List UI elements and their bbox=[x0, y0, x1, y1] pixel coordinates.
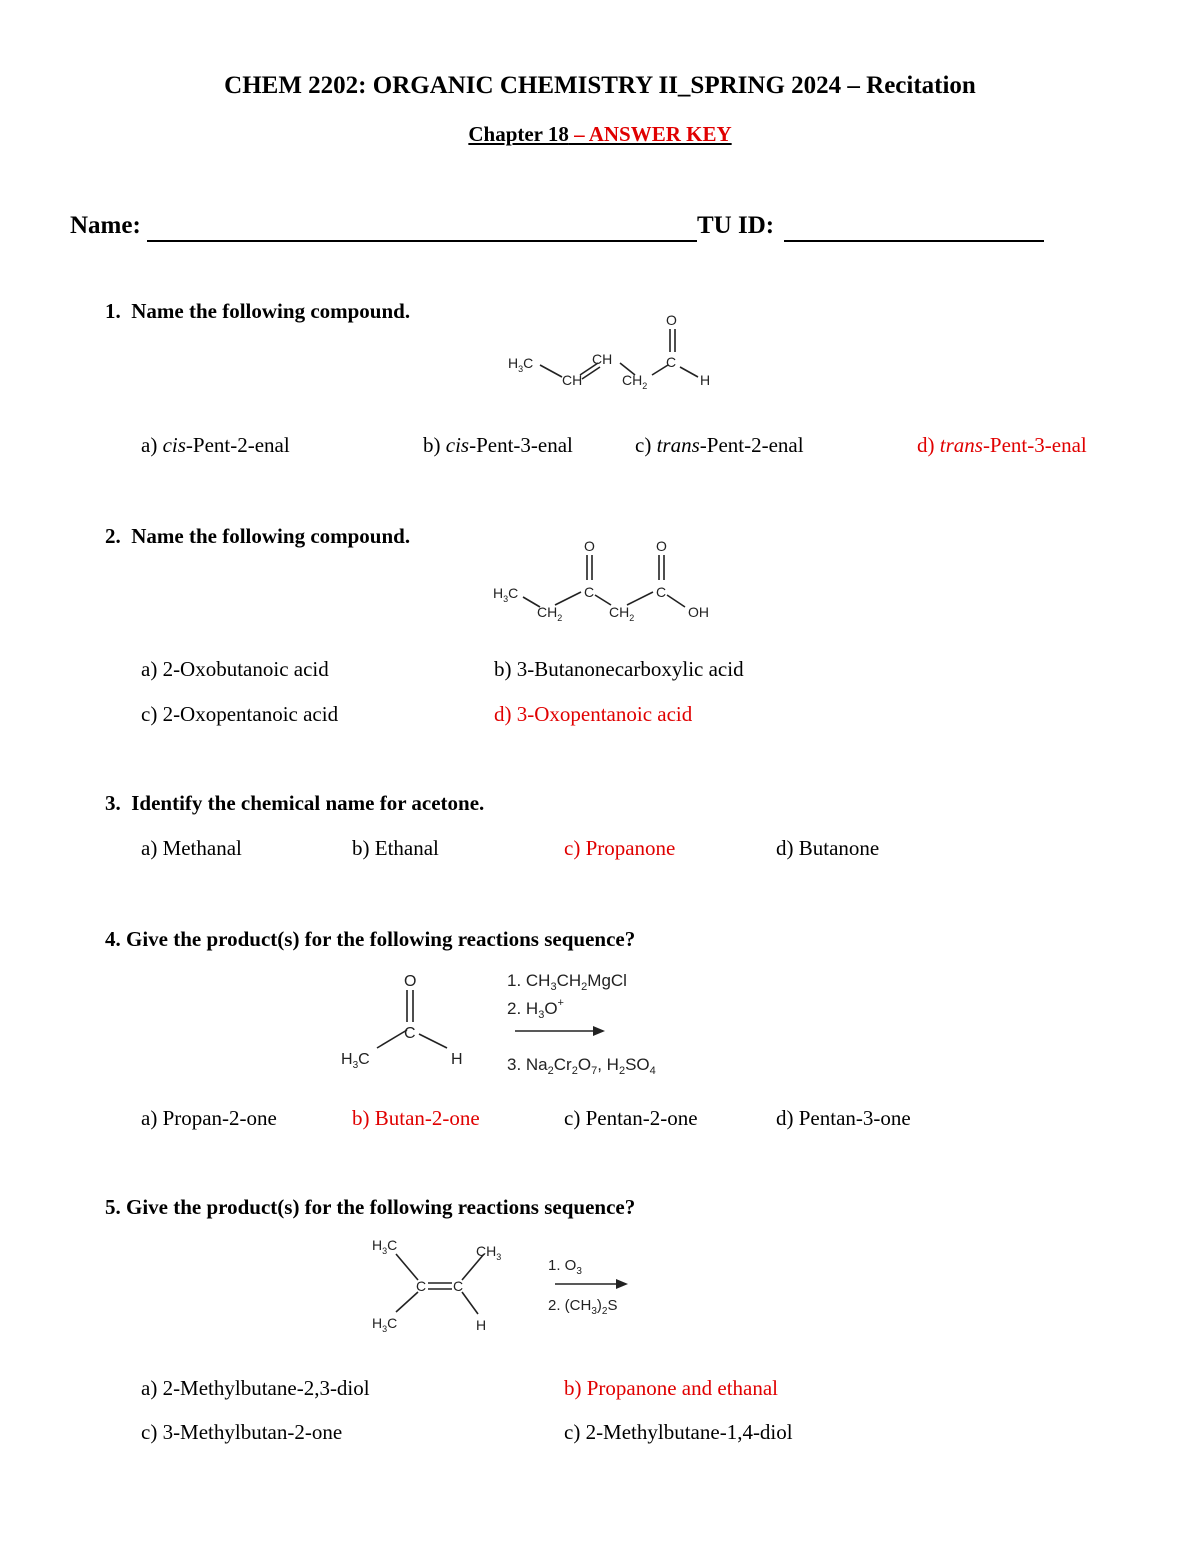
q3-option-c-correct: c) Propanone bbox=[564, 836, 676, 860]
question-prompt: Give the product(s) for the following reactions sequence? bbox=[126, 927, 636, 951]
svg-text:OH: OH bbox=[688, 604, 709, 620]
svg-text:CH2: $CH_2$ bbox=[609, 604, 635, 623]
answer-key-label: – ANSWER KEY bbox=[568, 122, 732, 146]
svg-text:H3C: $H_3C$ bbox=[508, 355, 534, 374]
q5-option-c: c) 3-Methylbutan-2-one bbox=[141, 1420, 343, 1444]
svg-text:CH: CH bbox=[562, 372, 583, 388]
q3-option-d: d) Butanone bbox=[776, 836, 880, 860]
q4-option-a: a) Propan-2-one bbox=[141, 1106, 277, 1130]
svg-text:C: C bbox=[666, 354, 677, 370]
svg-text:H: H bbox=[451, 1051, 463, 1068]
svg-text:H3C: $H_3C$ bbox=[493, 585, 519, 604]
page-title: CHEM 2202: ORGANIC CHEMISTRY II_SPRING 2024 – Recitation bbox=[224, 72, 976, 99]
q3-option-b: b) Ethanal bbox=[352, 836, 439, 860]
question-2 bbox=[105, 524, 410, 549]
question-1 bbox=[105, 299, 410, 324]
q2-option-d-correct: d) 3-Oxopentanoic acid bbox=[494, 702, 693, 726]
question-number: 5. bbox=[105, 1195, 121, 1219]
q2-option-b: b) 3-Butanonecarboxylic acid bbox=[494, 657, 744, 681]
q1-option-b: b) cis-Pent-3-enal bbox=[423, 433, 573, 457]
q1-option-d-correct: d) trans-Pent-3-enal bbox=[917, 433, 1087, 457]
q1-option-c: c) trans-Pent-2-enal bbox=[635, 433, 804, 457]
q4-reaction bbox=[335, 960, 705, 1080]
svg-text:C: C bbox=[656, 584, 667, 600]
q5-option-d: c) 2-Methylbutane-1,4-diol bbox=[564, 1420, 793, 1444]
question-prompt: Name the following compound. bbox=[131, 524, 411, 548]
question-number: 4. bbox=[105, 927, 121, 951]
svg-text:H3C: $H_3C$ bbox=[372, 1237, 398, 1256]
svg-text:H: H bbox=[476, 1317, 487, 1333]
svg-text:1. CH3CH2MgCl: 1. $CH_3CH_2MgCl$ bbox=[507, 971, 627, 993]
chapter-heading bbox=[0, 122, 1200, 147]
tuid-label: TU ID: bbox=[697, 212, 775, 239]
svg-text:2. H3O+: 2. $H_3O^+$ bbox=[507, 997, 564, 1021]
question-number: 2. bbox=[105, 524, 121, 548]
q4-option-d: d) Pentan-3-one bbox=[776, 1106, 911, 1130]
svg-text:CH: CH bbox=[592, 351, 613, 367]
svg-text:O: O bbox=[666, 312, 677, 328]
q1-option-a: a) cis-Pent-2-enal bbox=[141, 433, 290, 457]
name-field[interactable] bbox=[147, 214, 697, 242]
name-label: Name: bbox=[70, 212, 141, 239]
svg-text:C: C bbox=[453, 1278, 464, 1294]
svg-text:H3C: $H_3C$ bbox=[372, 1315, 398, 1334]
q1-structure bbox=[500, 305, 740, 405]
question-4 bbox=[105, 927, 635, 952]
question-5 bbox=[105, 1195, 635, 1220]
svg-text:C: C bbox=[416, 1278, 427, 1294]
question-number: 1. bbox=[105, 299, 121, 323]
question-3 bbox=[105, 791, 484, 816]
svg-text:1. O3: 1. $O_3$ bbox=[548, 1257, 582, 1277]
question-prompt: Identify the chemical name for acetone. bbox=[131, 791, 485, 815]
svg-text:H: H bbox=[700, 372, 711, 388]
svg-text:CH2: $CH_2$ bbox=[622, 372, 648, 391]
svg-text:CH2: $CH_2$ bbox=[537, 604, 563, 623]
svg-text:3. Na2Cr2O7, H2SO4: 3. $Na_2Cr_2O_7$, $H_2SO_4$ bbox=[507, 1055, 656, 1077]
svg-text:O: O bbox=[584, 538, 595, 554]
question-prompt: Name the following compound. bbox=[131, 299, 411, 323]
question-prompt: Give the product(s) for the following reactions sequence? bbox=[126, 1195, 636, 1219]
svg-text:O: O bbox=[656, 538, 667, 554]
q5-option-b-correct: b) Propanone and ethanal bbox=[564, 1376, 779, 1400]
q4-option-b-correct: b) Butan-2-one bbox=[352, 1106, 480, 1130]
svg-text:H3C: $H_3C$ bbox=[341, 1051, 370, 1071]
q3-option-a: a) Methanal bbox=[141, 836, 242, 860]
chapter-label: Chapter 18 bbox=[468, 122, 569, 146]
q5-reaction bbox=[360, 1232, 660, 1342]
q2-structure bbox=[485, 535, 735, 635]
question-number: 3. bbox=[105, 791, 121, 815]
tuid-field[interactable] bbox=[784, 214, 1044, 242]
svg-text:2. (CH3)2S: 2. $(CH_3)_2S$ bbox=[548, 1297, 618, 1317]
q5-option-a: a) 2-Methylbutane-2,3-diol bbox=[141, 1376, 370, 1400]
svg-text:O: O bbox=[404, 973, 417, 990]
svg-text:C: C bbox=[584, 584, 595, 600]
q4-option-c: c) Pentan-2-one bbox=[564, 1106, 698, 1130]
q2-option-c: c) 2-Oxopentanoic acid bbox=[141, 702, 339, 726]
svg-text:C: C bbox=[404, 1025, 416, 1042]
q2-option-a: a) 2-Oxobutanoic acid bbox=[141, 657, 329, 681]
svg-text:CH3: $CH_3$ bbox=[476, 1243, 502, 1262]
